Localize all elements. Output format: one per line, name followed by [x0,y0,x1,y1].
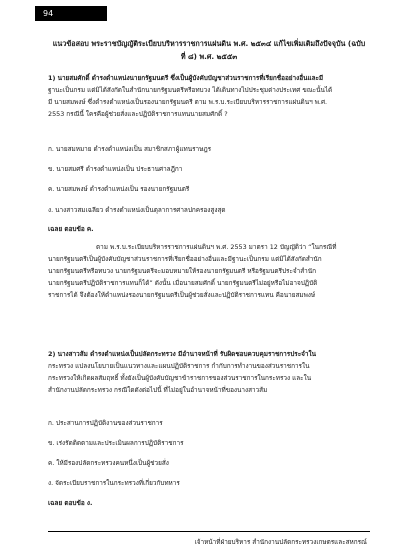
question-2-line: กระทรวงให้เกิดผลสัมฤทธิ์ ทั้งยังเป็นผู้บังคับบัญชาข้าราชการของส่วนราชการในกระทรวง และใน [48,374,312,382]
title-line-2: ที่ ๘) พ.ศ. ๒๕๕๓ [180,52,238,61]
explanation-line: นายกรัฐมนตรีปฏิบัติราชการแทนก็ได้” ดังนั้น เมื่อนายสมศักดิ์ นายกรัฐมนตรีไม่อยู่หรือไม่อาจปฏิบัติ [48,279,318,287]
q1-option-d: ง. นางสาวสมเฉลียว ดำรงตำแหน่งเป็นตุลาการศาลปกครองสูงสุด [48,206,226,214]
explanation-line: นายกรัฐมนตรีเป็นผู้บังคับบัญชาส่วนราชการที่เรียกชื่ออย่างอื่นและมีฐานะเป็นกรม แต่มิได้สังกัดสำนัก [48,255,322,263]
question-1-line: มี นายสมพงษ์ ซึ่งดำรงตำแหน่งเป็นรองนายกรัฐมนตรี ตาม พ.ร.บ.ระเบียบบริหารราชการแผ่นดินฯ พ.ศ. [48,98,328,106]
question-2-line: กระทรวง แปลงนโยบายเป็นแนวทางและแผนปฏิบัติราชการ กำกับการทำงานของส่วนราชการใน [48,362,310,370]
question-1-line: 2553 กรณีนี้ ใครคือผู้ช่วยสั่งและปฏิบัติราชการแทนนายสมศักดิ์ ? [48,110,228,118]
q2-option-b: ข. เร่งรัดติดตามและประเมินผลการปฏิบัติราชการ [48,439,184,447]
question-1-line: ฐานะเป็นกรม แต่มิได้สังกัดในสำนักนายกรัฐมนตรีหรือทบวง ได้เดินทางไปประชุมต่างประเทศ ขณะนั้นได้ [48,86,333,94]
question-2-text [48,348,370,396]
question-1-line: 1) นายสมศักดิ์ ดำรงตำแหน่งนายกรัฐมนตรี ซึ่งเป็นผู้บังคับบัญชาส่วนราชการที่เรียกชื่ออย่างอื่นและมี [48,74,324,82]
page-footer: เจ้าหน้าที่ฝ่ายบริหาร สำนักงานปลัดกระทรวงเกษตรและสหกรณ์ [194,538,367,546]
page-title [48,37,370,63]
q1-option-a: ก. นายสมหมาย ดำรงตำแหน่งเป็น สมาชิกสภาผู้แทนราษฎร [48,145,212,153]
explanation-line: ตาม พ.ร.บ.ระเบียบบริหารราชการแผ่นดินฯ พ.ศ. 2553 มาตรา 12 บัญญัติว่า “ในกรณีที่ [96,243,337,251]
explanation-line: นายกรัฐมนตรีหรือทบวง นายกรัฐมนตรีจะมอบหมายให้รองนายกรัฐมนตรี หรือรัฐมนตรีประจำสำนัก [48,267,316,275]
q1-answer: เฉลย ตอบข้อ ค. [48,225,94,233]
q2-option-a: ก. ประสานการปฏิบัติงานของส่วนราชการ [48,419,163,427]
q1-explanation [48,241,370,301]
q2-option-c: ค. ให้มีรองปลัดกระทรวงคนหนึ่งเป็นผู้ช่วยสั่ง [48,459,169,467]
page-number-badge: 94 [35,6,107,21]
explanation-line: ราชการได้ จึงต้องให้ตำแหน่งรองนายกรัฐมนตรีเป็นผู้ช่วยสั่งและปฏิบัติราชการแทน คือนายสมพงษ์ [48,291,316,299]
q2-option-d: ง. จัดระเบียบราชการในกระทรวงที่เกี่ยวกับทหาร [48,479,180,487]
footer-divider [48,531,370,532]
q1-option-b: ข. นายสมศรี ดำรงตำแหน่งเป็น ประธานศาลฎีกา [48,165,183,173]
q1-option-c: ค. นายสมพงษ์ ดำรงตำแหน่งเป็น รองนายกรัฐมนตรี [48,185,190,193]
title-line-1: แนวข้อสอบ พระราชบัญญัติระเบียบบริหารราชการแผ่นดิน พ.ศ. ๒๕๓๔ แก้ไขเพิ่มเติมถึงปัจจุบัน (ฉบับ [52,39,366,48]
q2-answer: เฉลย ตอบข้อ ง. [48,499,93,507]
question-1-text [48,72,370,120]
question-2-line: สำนักงานปลัดกระทรวง กรณีใดดังต่อไปนี้ ที่ไม่อยู่ในอำนาจหน้าที่ของนางสาวส้ม [48,386,268,394]
question-2-line: 2) นางสาวส้ม ดำรงตำแหน่งเป็นปลัดกระทรวง มีอำนาจหน้าที่ รับผิดชอบควบคุมราชการประจำใน [48,350,316,358]
